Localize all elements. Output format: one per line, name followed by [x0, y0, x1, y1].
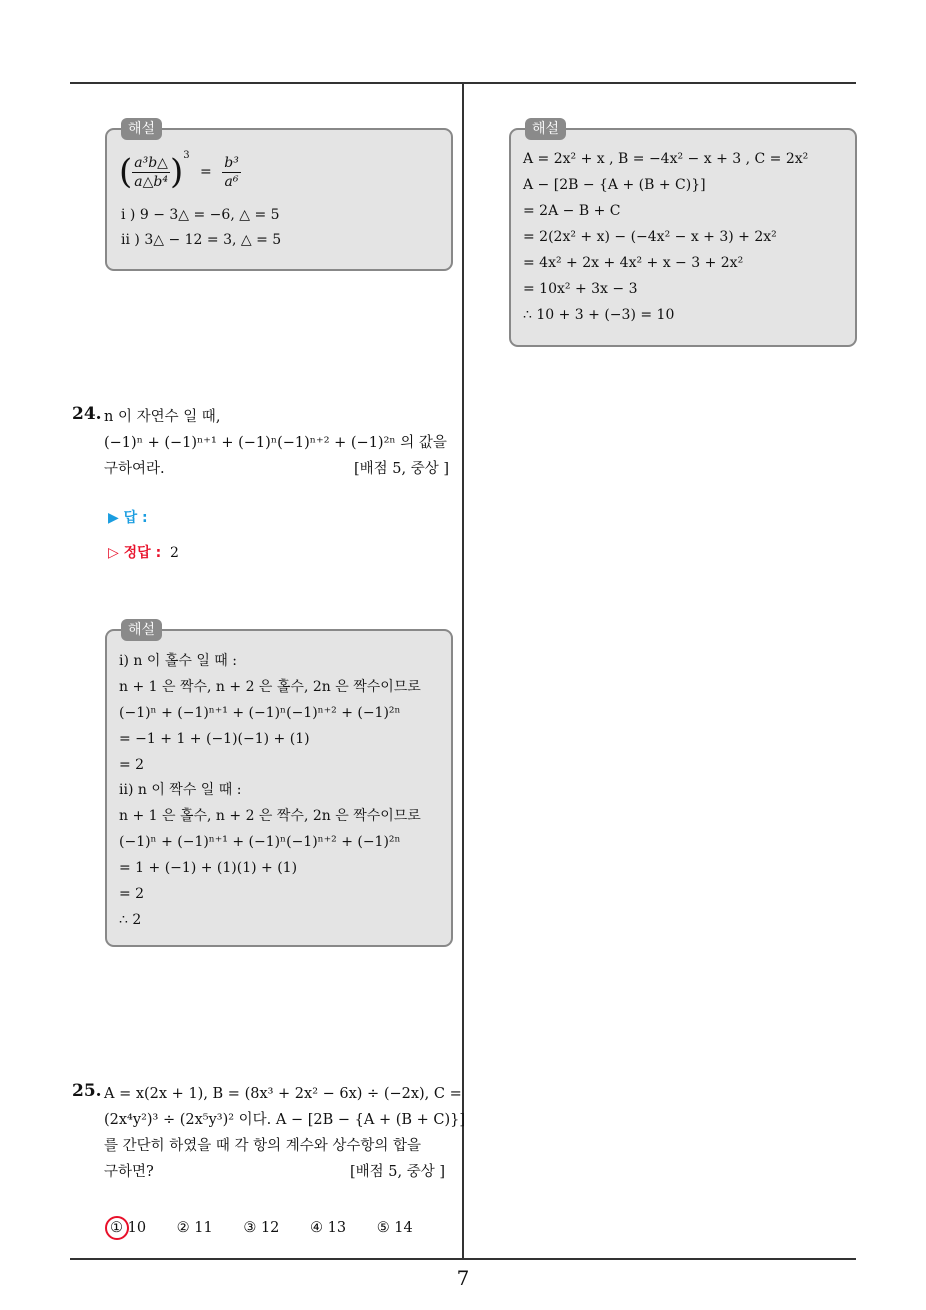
box2-line: = 4x² + 2x + 4x² + x − 3 + 2x²: [523, 255, 744, 271]
box3-line: = 2: [119, 757, 145, 773]
box2-line: A = 2x² + x , B = −4x² − x + 3 , C = 2x²: [523, 151, 809, 167]
box3-line: ii) n 이 짝수 일 때 :: [119, 782, 242, 798]
lhs-fraction: $\frac{\text{a³b△}}{\text{a△b⁴}}$: [134, 154, 168, 190]
box3-line: (−1)ⁿ + (−1)ⁿ⁺¹ + (−1)ⁿ(−1)ⁿ⁺² + (−1)²ⁿ: [119, 705, 401, 721]
choice-1[interactable]: ① 10: [110, 1220, 146, 1236]
question-25-line: 를 간단히 하였을 때 각 항의 계수와 상수항의 합을: [104, 1138, 422, 1154]
selected-circle-mark: [105, 1216, 129, 1240]
question-25-line: A = x(2x + 1), B = (8x³ + 2x² − 6x) ÷ (−2x), C =: [104, 1086, 462, 1102]
choice-2[interactable]: ② 11: [176, 1220, 213, 1236]
answer-input-label[interactable]: ▶ 답 :: [108, 510, 148, 526]
choice-4[interactable]: ④ 13: [310, 1220, 347, 1236]
question-24-line: 구하여라.: [104, 461, 165, 477]
question-25-line: 구하면?: [104, 1164, 154, 1180]
explanation-box-1: [105, 121, 453, 271]
box3-line: ∴ 2: [119, 912, 142, 928]
box3-line: = 1 + (−1) + (1)(1) + (1): [119, 860, 298, 876]
box3-line: = 2: [119, 886, 145, 902]
box2-line: = 10x² + 3x − 3: [523, 281, 638, 297]
rhs-fraction: $\frac{\text{b³}}{\text{a⁶}}$: [224, 154, 239, 190]
box3-line: i) n 이 홀수 일 때 :: [119, 653, 237, 669]
question-25-line: (2x⁴y²)³ ÷ (2x⁵y³)² 이다. A − [2B − {A + (B + C)}]: [104, 1112, 466, 1128]
answer-choices: [110, 1220, 439, 1236]
box3-line: n + 1 은 짝수, n + 2 은 홀수, 2n 은 짝수이므로: [119, 679, 421, 695]
box2-line: = 2(2x² + x) − (−4x² − x + 3) + 2x²: [523, 229, 777, 245]
question-24-line: n 이 자연수 일 때,: [104, 409, 221, 425]
question-24-score: [배점 5, 중상 ]: [354, 461, 450, 477]
box3-line: n + 1 은 홀수, n + 2 은 짝수, 2n 은 짝수이므로: [119, 808, 421, 824]
column-divider: [462, 83, 464, 1259]
bottom-rule: [70, 1258, 856, 1260]
explanation-tag: 해설: [525, 118, 566, 140]
question-25-score: [배점 5, 중상 ]: [350, 1164, 446, 1180]
page-number: 7: [456, 1266, 470, 1290]
question-25-number: 25.: [72, 1081, 102, 1101]
box3-line: = −1 + 1 + (−1)(−1) + (1): [119, 731, 310, 747]
choice-5[interactable]: ⑤ 14: [376, 1220, 413, 1236]
box2-line: ∴ 10 + 3 + (−3) = 10: [523, 307, 675, 323]
correct-answer-value: 2: [170, 545, 179, 561]
explanation-box-2: [509, 121, 857, 347]
box1-line: i ) 9 − 3△ = −6, △ = 5: [121, 207, 280, 223]
box1-line: ii ) 3△ − 12 = 3, △ = 5: [121, 232, 282, 248]
correct-answer-label: ▷ 정답 : 2: [108, 545, 179, 561]
box3-line: (−1)ⁿ + (−1)ⁿ⁺¹ + (−1)ⁿ(−1)ⁿ⁺² + (−1)²ⁿ: [119, 834, 401, 850]
box2-line: A − [2B − {A + (B + C)}]: [523, 177, 706, 193]
explanation-tag: 해설: [121, 619, 162, 641]
choice-3[interactable]: ③ 12: [243, 1220, 280, 1236]
box2-line: = 2A − B + C: [523, 203, 621, 219]
power-equation: ( $\frac{\text{a³b△}}{\text{a△b⁴}}$ )$^3$ = $\frac{\text{b³}}{\text{a⁶}}$: [119, 150, 239, 192]
explanation-box-3: [105, 622, 453, 947]
explanation-tag: 해설: [121, 118, 162, 140]
question-24-line: (−1)ⁿ + (−1)ⁿ⁺¹ + (−1)ⁿ(−1)ⁿ⁺² + (−1)²ⁿ 의 값을: [104, 435, 447, 451]
question-24-number: 24.: [72, 404, 102, 424]
